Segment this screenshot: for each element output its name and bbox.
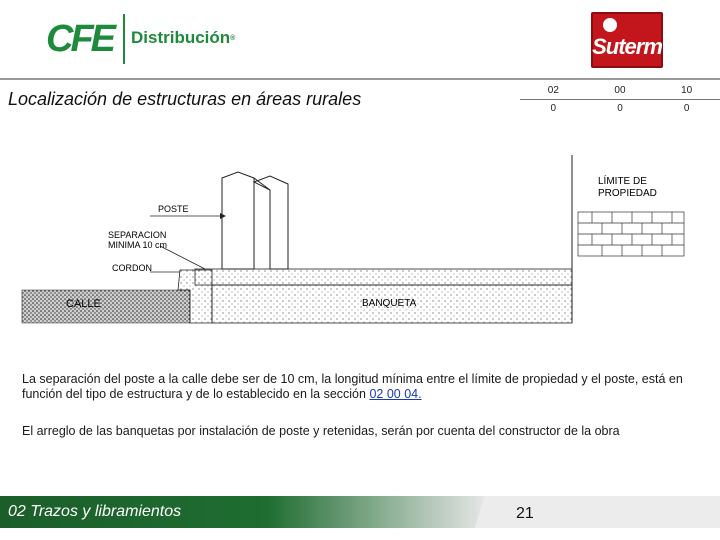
page-number: 21 bbox=[516, 505, 534, 522]
label-calle: CALLE bbox=[66, 298, 101, 310]
section-link[interactable]: 02 00 04. bbox=[369, 387, 422, 401]
suterm-logo-text: Suterm bbox=[592, 34, 662, 59]
street-area bbox=[22, 290, 190, 323]
note-paragraph: El arreglo de las banquetas por instalación de poste y retenidas, serán por cuenta del constructor de la obra bbox=[22, 424, 620, 438]
suterm-emblem-icon bbox=[603, 18, 617, 32]
cfe-logo-text: CFE bbox=[46, 18, 113, 60]
label-separacion-2: MINIMA 10 cm bbox=[108, 240, 168, 250]
code-cell: 10 bbox=[653, 82, 720, 100]
label-limite-1: LÍMITE DE bbox=[598, 176, 647, 187]
page-title: Localización de estructuras en áreas rurales bbox=[8, 89, 362, 109]
header-divider bbox=[0, 78, 720, 80]
label-separacion-1: SEPARACION bbox=[108, 230, 167, 240]
code-cell: 0 bbox=[683, 103, 690, 114]
property-wall bbox=[578, 212, 684, 256]
cfe-distribucion-text: Distribución® bbox=[131, 28, 236, 47]
sidewalk-top-layer bbox=[195, 269, 572, 285]
logo-divider bbox=[123, 14, 125, 64]
code-cell: 0 bbox=[617, 103, 623, 114]
label-banqueta: BANQUETA bbox=[362, 298, 417, 309]
code-cell: 0 bbox=[550, 103, 557, 114]
section-code-table bbox=[520, 82, 720, 117]
label-limite-2: PROPIEDAD bbox=[598, 188, 657, 199]
label-poste: POSTE bbox=[158, 204, 189, 214]
code-cell: 00 bbox=[587, 82, 654, 100]
label-cordon: CORDON bbox=[112, 263, 152, 273]
pole-placement-diagram bbox=[0, 150, 720, 340]
explanation-paragraph: La separación del poste a la calle debe ser de 10 cm, la longitud mínima entre el límite de propiedad y el poste, está en función del tipo de estructura y de lo establecido en la sección 02 00 04. bbox=[22, 372, 683, 401]
pole bbox=[222, 172, 254, 269]
footer-section-label: 02 Trazos y libramientos bbox=[8, 503, 182, 520]
code-cell: 02 bbox=[520, 82, 587, 100]
